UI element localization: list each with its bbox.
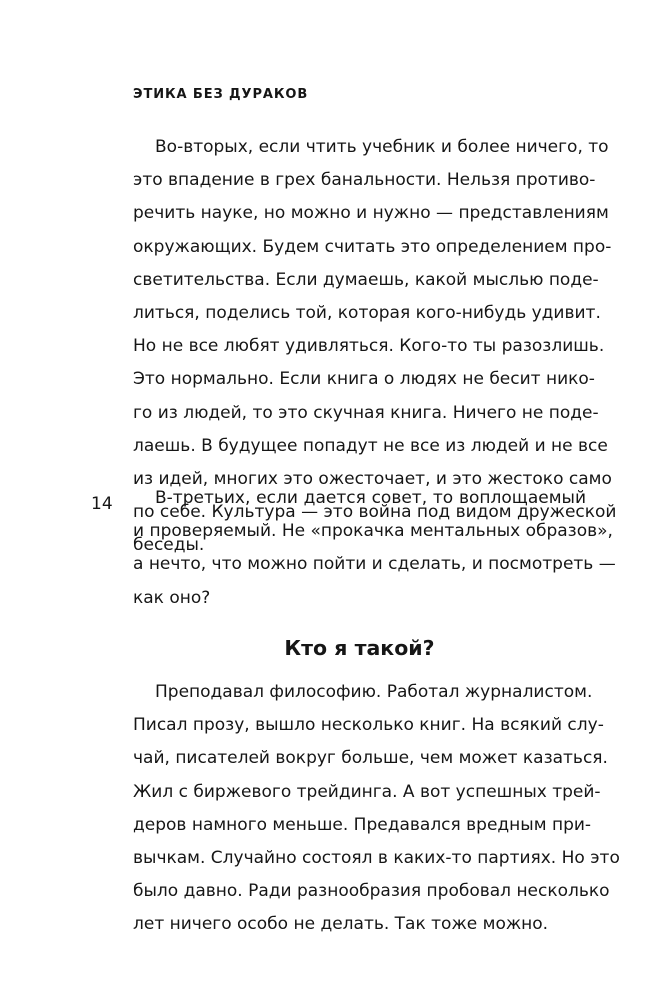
paragraph-line: деров намного меньше. Предавался вредным при-: [133, 814, 592, 835]
paragraph-line: вычкам. Случайно состоял в каких-то партиях. Но это: [133, 847, 620, 868]
paragraph-thirdly: [133, 482, 617, 615]
paragraph-line: лет ничего особо не делать. Так тоже можно.: [133, 914, 549, 935]
paragraph-line: Жил с биржевого трейдинга. А вот успешных трей-: [133, 781, 601, 802]
section-heading: Кто я такой?: [284, 636, 435, 660]
paragraph-line: В-третьих, если дается совет, то воплощаемый: [155, 488, 586, 508]
paragraph-line: а нечто, что можно пойти и сделать, и посмотреть —: [133, 554, 616, 575]
paragraph-line: было давно. Ради разнообразия пробовал несколько: [133, 881, 610, 902]
page-number: 14: [91, 494, 113, 514]
paragraph-line: светительства. Если думаешь, какой мыслью поде-: [133, 269, 599, 290]
paragraph-about-author: [133, 676, 620, 942]
paragraph-line: Во-вторых, если чтить учебник и более ничего, то: [155, 137, 609, 157]
paragraph-line: это впадение в грех банальности. Нельзя противо-: [133, 170, 596, 191]
paragraph-line: речить науке, но можно и нужно — представлениям: [133, 203, 609, 224]
paragraph-line: из идей, многих это ожесточает, и это жестоко само: [133, 468, 612, 489]
running-head: ЭТИКА БЕЗ ДУРАКОВ: [133, 87, 309, 102]
paragraph-line: Это нормально. Если книга о людях не бесит нико-: [133, 369, 595, 390]
paragraph-line: и проверяемый. Не «прокачка ментальных образов»,: [133, 521, 613, 542]
paragraph-line: Преподавал философию. Работал журналистом.: [155, 682, 593, 702]
paragraph-line: го из людей, то это скучная книга. Ничего не поде-: [133, 402, 599, 423]
paragraph-line: литься, поделись той, которая кого-нибудь удивит.: [133, 302, 601, 323]
paragraph-line: беседы.: [133, 535, 205, 556]
paragraph-line: как оно?: [133, 587, 211, 608]
paragraph-line: по себе. Культура — это война под видом дружеской: [133, 502, 617, 523]
paragraph-line: окружающих. Будем считать это определением про-: [133, 236, 612, 257]
paragraph-line: чай, писателей вокруг больше, чем может казаться.: [133, 748, 608, 769]
paragraph-line: лаешь. В будущее попадут не все из людей и не все: [133, 435, 608, 456]
paragraph-line: Но не все любят удивляться. Кого-то ты разозлишь.: [133, 336, 605, 357]
paragraph-line: Писал прозу, вышло несколько книг. На всякий слу-: [133, 715, 604, 736]
